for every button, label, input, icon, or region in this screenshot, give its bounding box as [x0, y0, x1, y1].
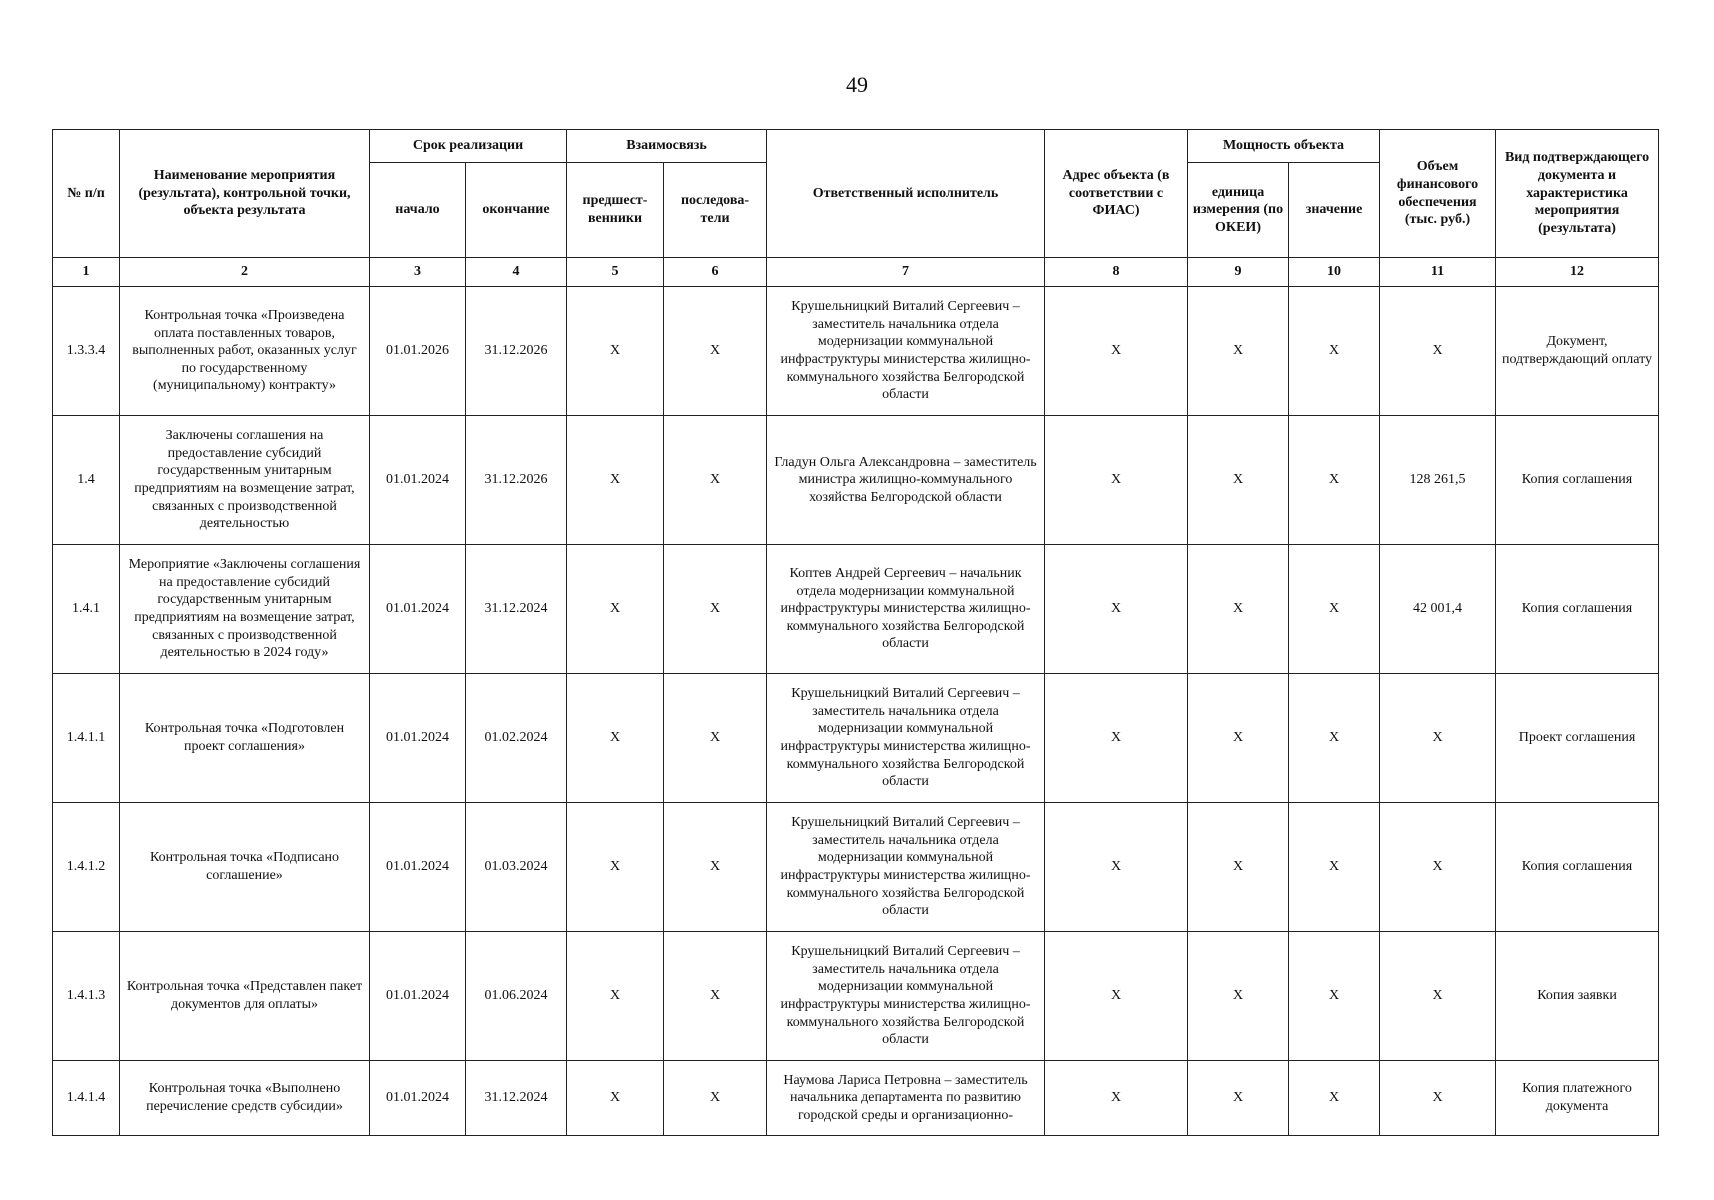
- header-address: Адрес объекта (в соответствии с ФИАС): [1045, 130, 1188, 258]
- row-successors: X: [664, 932, 767, 1061]
- row-address: X: [1045, 416, 1188, 545]
- row-capacity-value: X: [1289, 674, 1380, 803]
- header-capacity-value: значение: [1289, 163, 1380, 258]
- row-document-type: Копия соглашения: [1496, 416, 1659, 545]
- table-row: [53, 932, 1659, 1061]
- row-capacity-unit: X: [1188, 545, 1289, 674]
- row-number: 1.4.1.2: [53, 803, 120, 932]
- row-capacity-unit: X: [1188, 932, 1289, 1061]
- column-number: 5: [567, 258, 664, 287]
- row-document-type: Копия платежного документа: [1496, 1061, 1659, 1136]
- row-successors: X: [664, 545, 767, 674]
- row-responsible: Крушельницкий Виталий Сергеевич – заместитель начальника отдела модернизации коммунальной инфраструктуры министерства жилищно-коммунального хозяйства Белгородской области: [767, 674, 1045, 803]
- column-number: 8: [1045, 258, 1188, 287]
- row-capacity-unit: X: [1188, 674, 1289, 803]
- row-responsible: Крушельницкий Виталий Сергеевич – заместитель начальника отдела модернизации коммунальной инфраструктуры министерства жилищно-коммунального хозяйства Белгородской области: [767, 803, 1045, 932]
- row-number: 1.4.1.1: [53, 674, 120, 803]
- header-period: Срок реализации: [370, 130, 567, 163]
- header-link-prev: предшест-венники: [567, 163, 664, 258]
- table-body: [53, 258, 1659, 1136]
- row-predecessors: X: [567, 674, 664, 803]
- row-successors: X: [664, 287, 767, 416]
- column-number: 4: [466, 258, 567, 287]
- column-number: 6: [664, 258, 767, 287]
- row-address: X: [1045, 545, 1188, 674]
- row-start-date: 01.01.2024: [370, 803, 466, 932]
- header-capacity: Мощность объекта: [1188, 130, 1380, 163]
- row-capacity-value: X: [1289, 932, 1380, 1061]
- column-number: 3: [370, 258, 466, 287]
- row-funding: X: [1380, 287, 1496, 416]
- row-address: X: [1045, 1061, 1188, 1136]
- table-row: [53, 803, 1659, 932]
- column-number: 10: [1289, 258, 1380, 287]
- row-predecessors: X: [567, 932, 664, 1061]
- table-row: [53, 545, 1659, 674]
- header-num: № п/п: [53, 130, 120, 258]
- column-number: 12: [1496, 258, 1659, 287]
- row-name: Контрольная точка «Произведена оплата поставленных товаров, выполненных работ, оказанных услуг по государственному (муниципальному) контракту»: [120, 287, 370, 416]
- row-successors: X: [664, 674, 767, 803]
- row-responsible: Наумова Лариса Петровна – заместитель начальника департамента по развитию городской среды и организационно-: [767, 1061, 1045, 1136]
- table-row: [53, 416, 1659, 545]
- row-name: Контрольная точка «Выполнено перечисление средств субсидии»: [120, 1061, 370, 1136]
- row-document-type: Копия соглашения: [1496, 545, 1659, 674]
- row-predecessors: X: [567, 416, 664, 545]
- row-address: X: [1045, 932, 1188, 1061]
- row-start-date: 01.01.2024: [370, 674, 466, 803]
- header-capacity-unit: единица измерения (по ОКЕИ): [1188, 163, 1289, 258]
- row-address: X: [1045, 287, 1188, 416]
- row-document-type: Проект соглашения: [1496, 674, 1659, 803]
- column-number: 11: [1380, 258, 1496, 287]
- row-capacity-value: X: [1289, 287, 1380, 416]
- row-predecessors: X: [567, 1061, 664, 1136]
- row-capacity-unit: X: [1188, 803, 1289, 932]
- row-start-date: 01.01.2024: [370, 1061, 466, 1136]
- row-end-date: 01.03.2024: [466, 803, 567, 932]
- column-number-row: [53, 258, 1659, 287]
- row-name: Заключены соглашения на предоставление субсидий государственным унитарным предприятиям на возмещение затрат, связанных с производственной деятельностью: [120, 416, 370, 545]
- row-address: X: [1045, 803, 1188, 932]
- row-end-date: 31.12.2024: [466, 1061, 567, 1136]
- header-period-start: начало: [370, 163, 466, 258]
- row-predecessors: X: [567, 287, 664, 416]
- header-name: Наименование мероприятия (результата), контрольной точки, объекта результата: [120, 130, 370, 258]
- row-name: Контрольная точка «Представлен пакет документов для оплаты»: [120, 932, 370, 1061]
- row-capacity-unit: X: [1188, 1061, 1289, 1136]
- header-link: Взаимосвязь: [567, 130, 767, 163]
- row-start-date: 01.01.2024: [370, 932, 466, 1061]
- row-successors: X: [664, 1061, 767, 1136]
- row-responsible: Крушельницкий Виталий Сергеевич – заместитель начальника отдела модернизации коммунальной инфраструктуры министерства жилищно-коммунального хозяйства Белгородской области: [767, 932, 1045, 1061]
- row-capacity-value: X: [1289, 416, 1380, 545]
- row-responsible: Коптев Андрей Сергеевич – начальник отдела модернизации коммунальной инфраструктуры министерства жилищно-коммунального хозяйства Белгородской области: [767, 545, 1045, 674]
- column-number: 9: [1188, 258, 1289, 287]
- row-document-type: Копия соглашения: [1496, 803, 1659, 932]
- row-funding: X: [1380, 1061, 1496, 1136]
- row-responsible: Гладун Ольга Александровна – заместитель министра жилищно-коммунального хозяйства Белгородской области: [767, 416, 1045, 545]
- row-start-date: 01.01.2024: [370, 416, 466, 545]
- row-responsible: Крушельницкий Виталий Сергеевич – заместитель начальника отдела модернизации коммунальной инфраструктуры министерства жилищно-коммунального хозяйства Белгородской области: [767, 287, 1045, 416]
- measures-table: [52, 129, 1659, 1136]
- row-successors: X: [664, 803, 767, 932]
- row-name: Контрольная точка «Подписано соглашение»: [120, 803, 370, 932]
- row-funding: X: [1380, 674, 1496, 803]
- row-start-date: 01.01.2026: [370, 287, 466, 416]
- row-end-date: 31.12.2024: [466, 545, 567, 674]
- row-number: 1.3.3.4: [53, 287, 120, 416]
- header-funding: Объем финансового обеспечения (тыс. руб.): [1380, 130, 1496, 258]
- row-capacity-value: X: [1289, 1061, 1380, 1136]
- row-number: 1.4.1.3: [53, 932, 120, 1061]
- row-end-date: 01.02.2024: [466, 674, 567, 803]
- row-address: X: [1045, 674, 1188, 803]
- row-capacity-unit: X: [1188, 416, 1289, 545]
- row-funding: X: [1380, 803, 1496, 932]
- table-row: [53, 1061, 1659, 1136]
- row-funding: 42 001,4: [1380, 545, 1496, 674]
- row-document-type: Документ, подтверждающий оплату: [1496, 287, 1659, 416]
- column-number: 7: [767, 258, 1045, 287]
- row-funding: 128 261,5: [1380, 416, 1496, 545]
- row-name: Мероприятие «Заключены соглашения на предоставление субсидий государственным унитарным предприятиям на возмещение затрат, связанных с производственной деятельностью в 2024 году»: [120, 545, 370, 674]
- row-number: 1.4.1.4: [53, 1061, 120, 1136]
- column-number: 2: [120, 258, 370, 287]
- row-predecessors: X: [567, 545, 664, 674]
- row-number: 1.4.1: [53, 545, 120, 674]
- row-predecessors: X: [567, 803, 664, 932]
- row-end-date: 31.12.2026: [466, 416, 567, 545]
- row-start-date: 01.01.2024: [370, 545, 466, 674]
- row-document-type: Копия заявки: [1496, 932, 1659, 1061]
- row-successors: X: [664, 416, 767, 545]
- row-funding: X: [1380, 932, 1496, 1061]
- table-row: [53, 287, 1659, 416]
- header-link-next: последова-тели: [664, 163, 767, 258]
- row-end-date: 01.06.2024: [466, 932, 567, 1061]
- row-end-date: 31.12.2026: [466, 287, 567, 416]
- row-capacity-value: X: [1289, 803, 1380, 932]
- row-number: 1.4: [53, 416, 120, 545]
- table-row: [53, 674, 1659, 803]
- row-capacity-unit: X: [1188, 287, 1289, 416]
- page-number: 49: [846, 72, 868, 97]
- header-doc-type: Вид подтверждающего документа и характеристика мероприятия (результата): [1496, 130, 1659, 258]
- row-capacity-value: X: [1289, 545, 1380, 674]
- table-header: [53, 130, 1659, 258]
- row-name: Контрольная точка «Подготовлен проект соглашения»: [120, 674, 370, 803]
- header-period-end: окончание: [466, 163, 567, 258]
- header-responsible: Ответственный исполнитель: [767, 130, 1045, 258]
- column-number: 1: [53, 258, 120, 287]
